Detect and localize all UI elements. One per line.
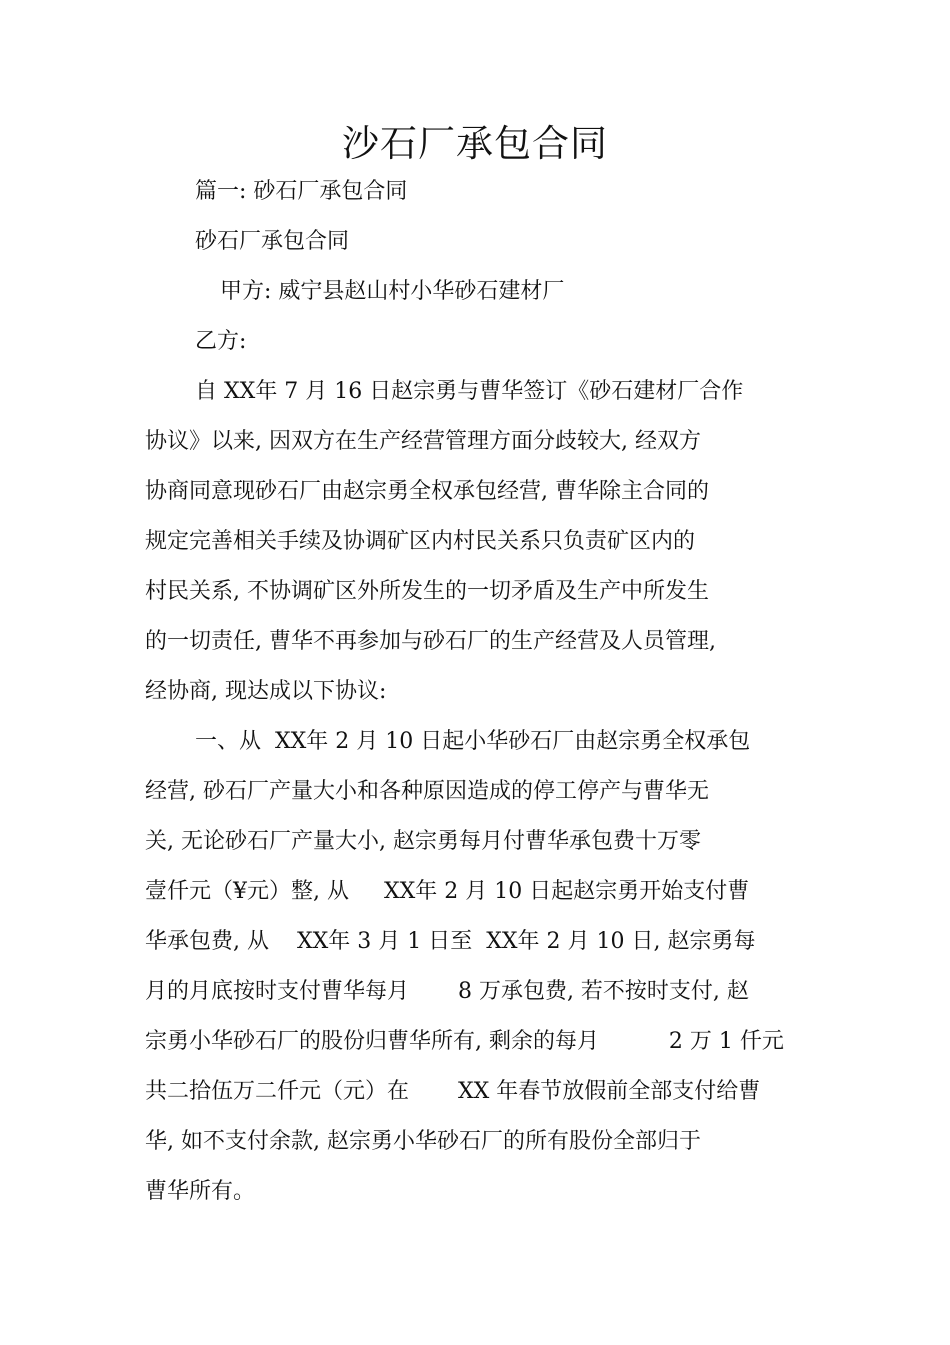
clause-one-line: 华, 如不支付余款, 赵宗勇小华砂石厂的所有股份全部归于 [145,1129,701,1154]
body-paragraph-line: 协商同意现砂石厂由赵宗勇全权承包经营, 曹华除主合同的 [145,479,709,504]
clause-one-line: 月的月底按时支付曹华每月 8 万承包费, 若不按时支付, 赵 [145,979,749,1004]
party-a: 甲方: 威宁县赵山村小华砂石建材厂 [220,279,565,304]
clause-one-line: 经营, 砂石厂产量大小和各种原因造成的停工停产与曹华无 [145,779,709,804]
section-heading: 篇一: 砂石厂承包合同 [195,179,408,204]
clause-one-line: 关, 无论砂石厂产量大小, 赵宗勇每月付曹华承包费十万零 [145,829,701,854]
contract-subtitle: 砂石厂承包合同 [195,229,350,254]
clause-one-line: 华承包费, 从 XX年 3 月 1 日至 XX年 2 月 10 日, 赵宗勇每 [145,929,756,954]
document-title: 沙石厂承包合同 [342,122,608,165]
body-paragraph-line: 自 XX年 7 月 16 日赵宗勇与曹华签订《砂石建材厂合作 [195,379,744,404]
clause-one-line: 共二拾伍万二仟元（元）在 XX 年春节放假前全部支付给曹 [145,1079,761,1104]
body-paragraph-line: 协议》以来, 因双方在生产经营管理方面分歧较大, 经双方 [145,429,701,454]
body-paragraph-line: 村民关系, 不协调矿区外所发生的一切矛盾及生产中所发生 [145,579,709,604]
clause-one-line: 宗勇小华砂石厂的股份归曹华所有, 剩余的每月 2 万 1 仟元 [145,1029,784,1054]
body-paragraph-line: 经协商, 现达成以下协议: [145,679,387,704]
clause-one-line: 曹华所有。 [145,1179,256,1204]
clause-one-line: 壹仟元（¥元）整, 从 XX年 2 月 10 日起赵宗勇开始支付曹 [145,879,750,904]
body-paragraph-line: 规定完善相关手续及协调矿区内村民关系只负责矿区内的 [145,529,696,554]
body-paragraph-line: 的一切责任, 曹华不再参加与砂石厂的生产经营及人员管理, [145,629,716,654]
clause-one-line: 一、从 XX年 2 月 10 日起小华砂石厂由赵宗勇全权承包 [195,729,751,754]
party-b: 乙方: [195,329,247,354]
